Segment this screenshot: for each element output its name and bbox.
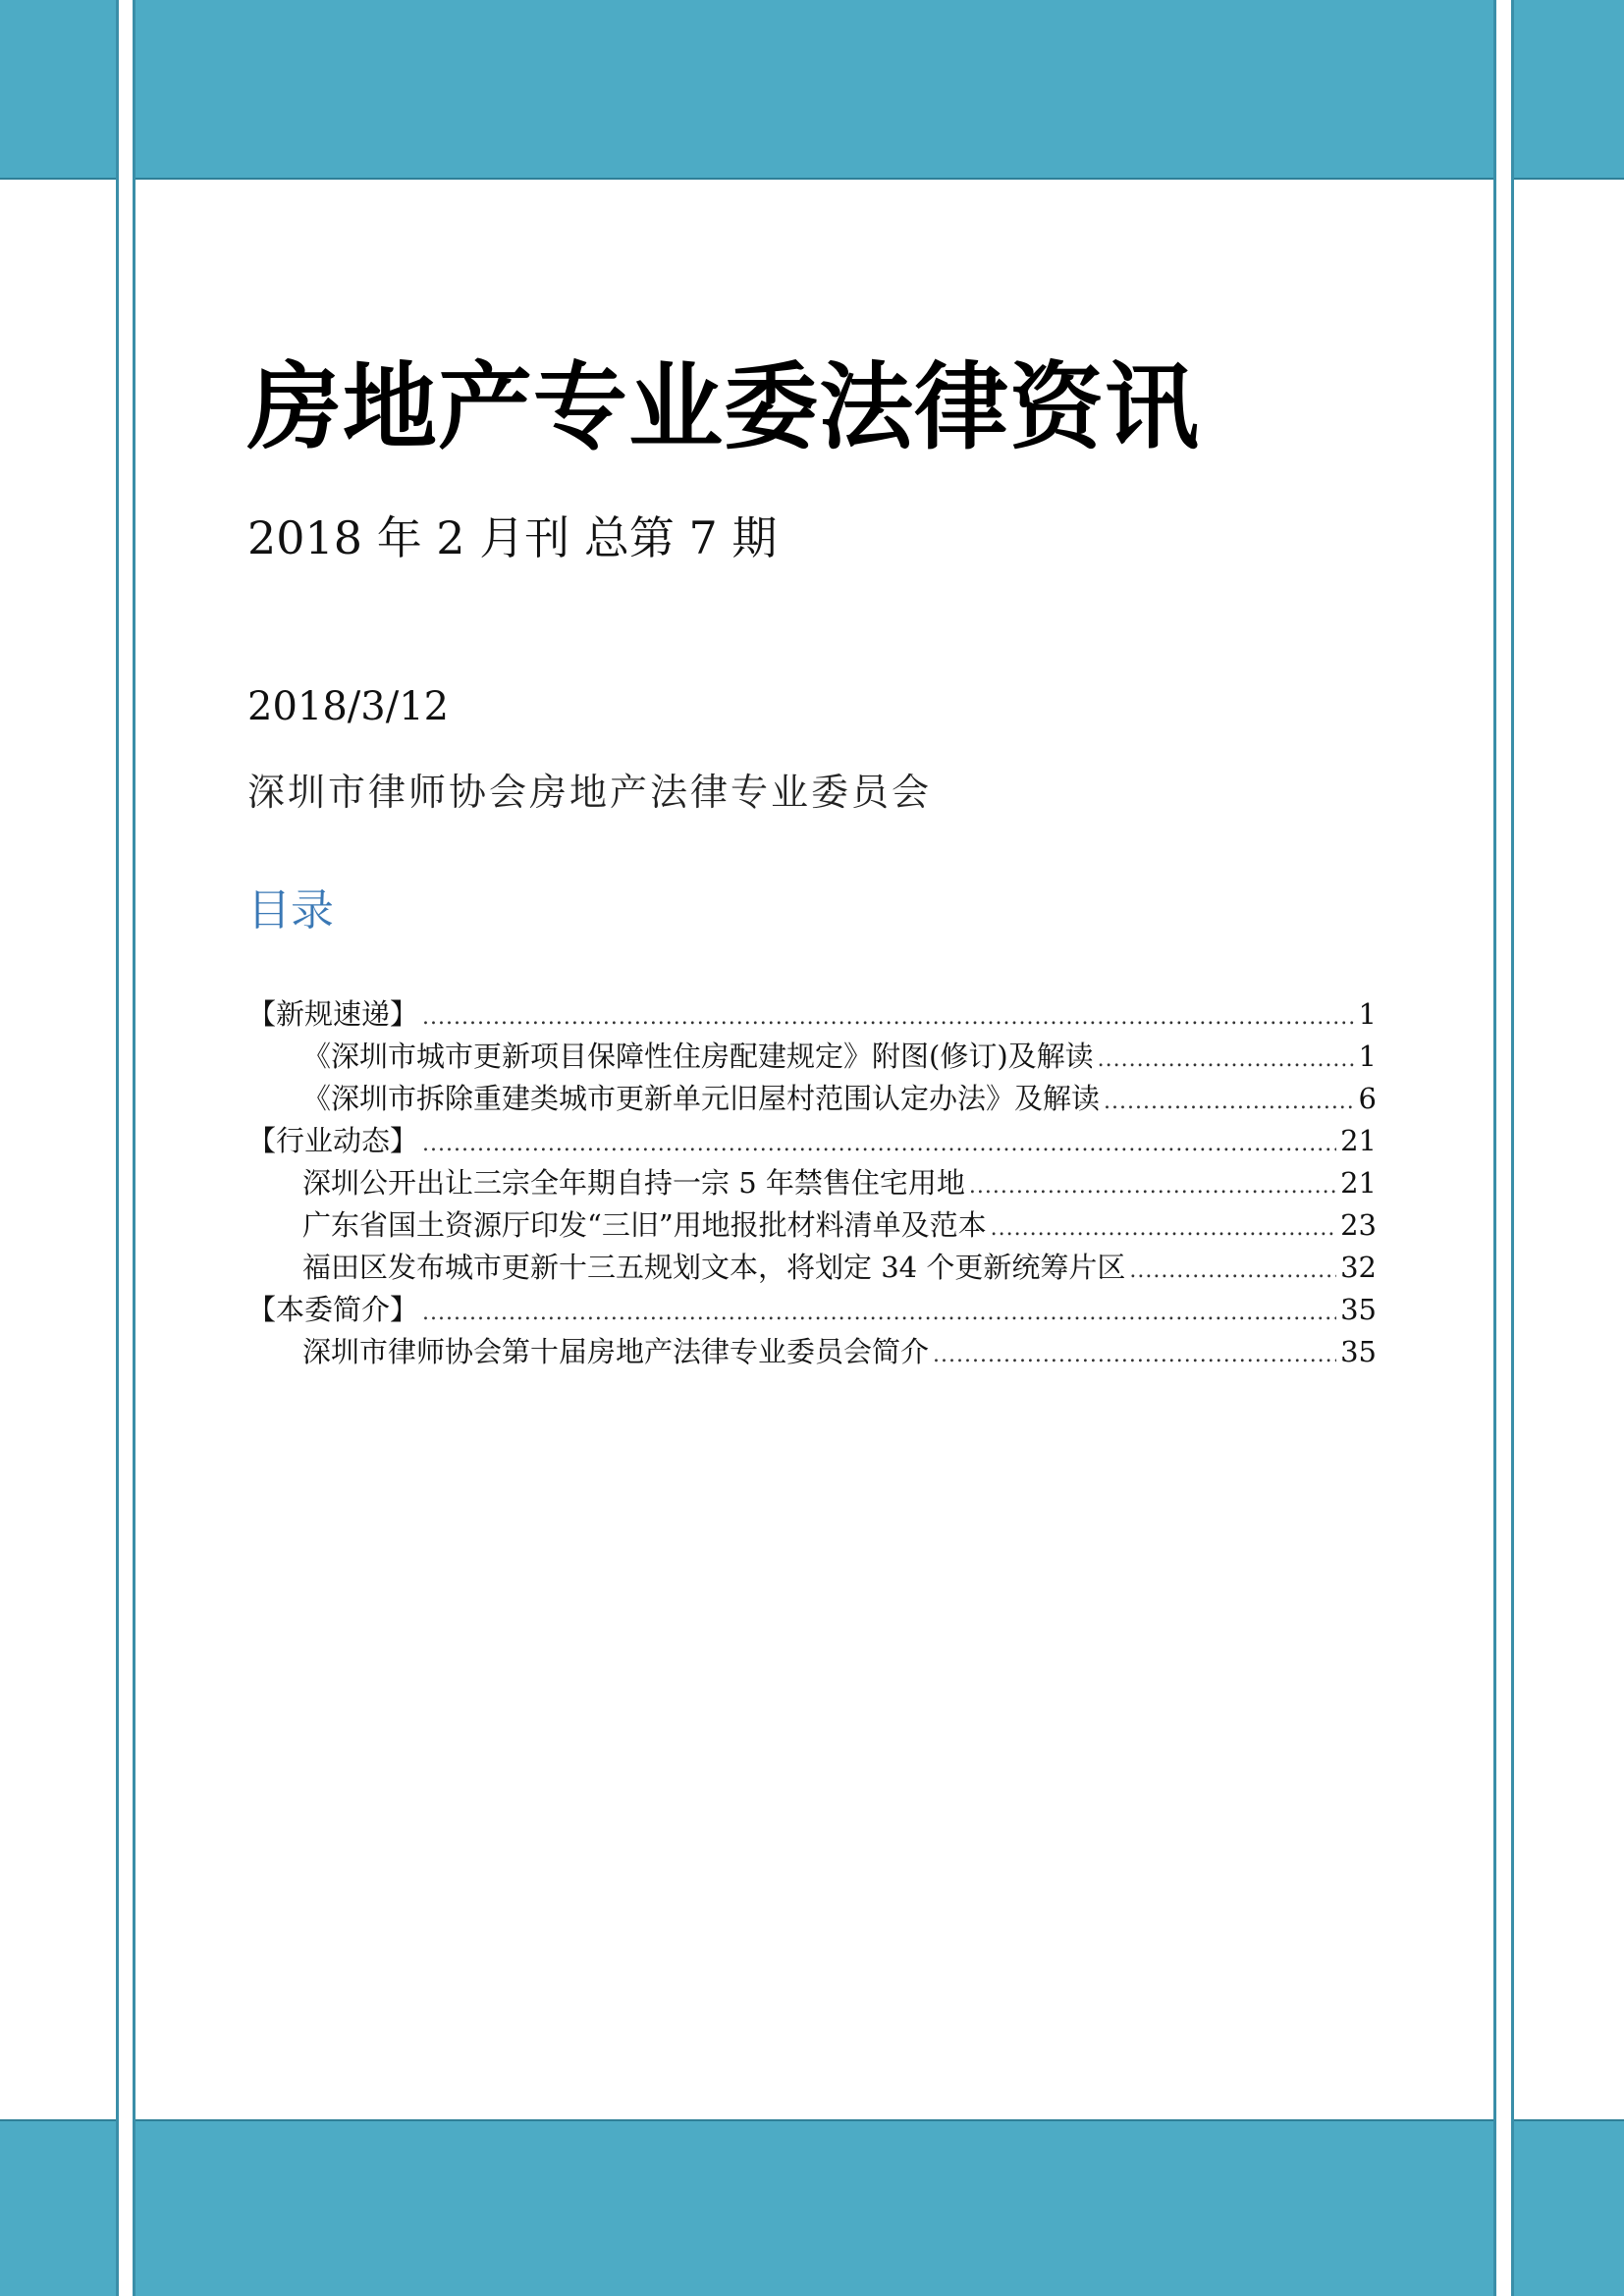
- organization-name: 深圳市律师协会房地产法律专业委员会: [247, 771, 933, 814]
- toc-dot-leader: [1104, 1081, 1355, 1123]
- publish-date: 2018/3/12: [247, 684, 450, 729]
- bottom-band-right: [1514, 2119, 1624, 2296]
- frame-line-right-inner: [1493, 0, 1496, 2296]
- toc-entry-page: 21: [1340, 1124, 1377, 1157]
- bottom-band-center: [135, 2119, 1493, 2296]
- toc-dot-leader: [422, 1123, 1336, 1165]
- toc-entry-title: 深圳市律师协会第十届房地产法律专业委员会简介: [302, 1335, 930, 1368]
- toc-dot-leader: [1129, 1250, 1336, 1292]
- toc-entry[interactable]: [247, 1036, 1377, 1078]
- toc-entry[interactable]: [247, 1078, 1377, 1120]
- toc-entry-title: 【本委简介】: [247, 1293, 419, 1326]
- toc-entry[interactable]: [247, 1204, 1377, 1247]
- toc-entry-page: 32: [1340, 1251, 1377, 1284]
- toc-entry-title: 深圳公开出让三宗全年期自持一宗 5 年禁售住宅用地: [302, 1166, 965, 1200]
- toc-entry-title: 广东省国土资源厅印发“三旧”用地报批材料清单及范本: [302, 1208, 987, 1242]
- toc-entry-title: 【新规速递】: [247, 997, 419, 1031]
- toc-entry-page: 23: [1340, 1208, 1377, 1242]
- issue-subtitle: 2018 年 2 月刊 总第 7 期: [247, 511, 778, 564]
- toc-entry[interactable]: [247, 1162, 1377, 1204]
- top-band-left: [0, 0, 116, 180]
- toc-entry-page: 1: [1358, 1040, 1377, 1073]
- toc-dot-leader: [969, 1165, 1336, 1207]
- bottom-band-left: [0, 2119, 116, 2296]
- table-of-contents: [247, 993, 1377, 1373]
- toc-dot-leader: [991, 1207, 1336, 1250]
- toc-entry-page: 1: [1358, 997, 1377, 1031]
- top-band-right: [1514, 0, 1624, 180]
- frame-line-left-inner: [133, 0, 135, 2296]
- document-title: 房地产专业委法律资讯: [247, 352, 1200, 462]
- top-band-center: [135, 0, 1493, 180]
- toc-entry[interactable]: [247, 1247, 1377, 1289]
- toc-entry-title: 《深圳市城市更新项目保障性住房配建规定》附图(修订)及解读: [302, 1040, 1094, 1073]
- toc-dot-leader: [422, 996, 1355, 1039]
- toc-entry[interactable]: [247, 1331, 1377, 1373]
- frame-line-right-outer: [1511, 0, 1514, 2296]
- toc-entry-page: 35: [1340, 1293, 1377, 1326]
- toc-entry-page: 21: [1340, 1166, 1377, 1200]
- toc-entry-title: 福田区发布城市更新十三五规划文本，将划定 34 个更新统筹片区: [302, 1251, 1126, 1284]
- toc-entry-title: 《深圳市拆除重建类城市更新单元旧屋村范围认定办法》及解读: [302, 1082, 1101, 1115]
- toc-dot-leader: [1098, 1039, 1355, 1081]
- toc-heading: 目录: [247, 885, 334, 935]
- toc-entry[interactable]: [247, 1289, 1377, 1331]
- frame-line-left-outer: [116, 0, 119, 2296]
- toc-entry-page: 35: [1340, 1335, 1377, 1368]
- toc-entry-title: 【行业动态】: [247, 1124, 419, 1157]
- toc-dot-leader: [933, 1334, 1336, 1376]
- toc-entry-page: 6: [1358, 1082, 1377, 1115]
- toc-entry[interactable]: [247, 993, 1377, 1036]
- toc-dot-leader: [422, 1292, 1336, 1334]
- toc-entry[interactable]: [247, 1120, 1377, 1162]
